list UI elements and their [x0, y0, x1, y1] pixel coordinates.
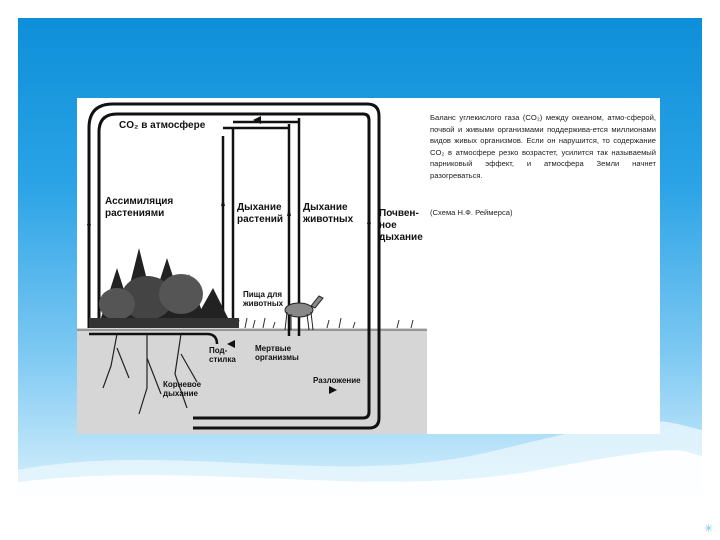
- atmosphere-label: CO₂ в атмосфере: [119, 120, 206, 131]
- assimilation-label: Ассимиляция растениями: [105, 196, 174, 219]
- dead-organisms-label: Мертвые организмы: [255, 344, 299, 362]
- animal-respiration-label: Дыхание животных: [303, 202, 354, 225]
- diagram-drawing: [77, 98, 427, 434]
- animal-food-label: Пища для животных: [243, 290, 284, 308]
- caption-text: [430, 112, 656, 182]
- plant-respiration-label: Дыхание растений: [237, 202, 284, 225]
- caption-paragraph: Баланс углекислого газа (CO₂) между океаном, атмо-сферой, почвой и живыми организмами поддержива-ется миллионами видов живых организмов. Если он нарушится, то содержание CO₂ в атмосфере резко возрастет, усилится так называемый парниковый эффект, и атмосфера Земли начнет разогреваться.: [430, 113, 656, 180]
- carbon-cycle-diagram: [77, 98, 427, 434]
- forest-illustration: [89, 248, 239, 328]
- root-respiration-label: Корневое дыхание: [163, 380, 202, 398]
- decomposition-label: Разложение: [313, 376, 361, 385]
- deer-animal: [285, 296, 323, 330]
- source-text: (Схема Н.Ф. Реймерса): [430, 208, 513, 217]
- star-icon: ✳: [704, 523, 714, 535]
- soil-respiration-label: Почвен- ное дыхание: [379, 208, 423, 243]
- litter-label: Под- стилка: [209, 346, 236, 364]
- grass: [237, 318, 413, 328]
